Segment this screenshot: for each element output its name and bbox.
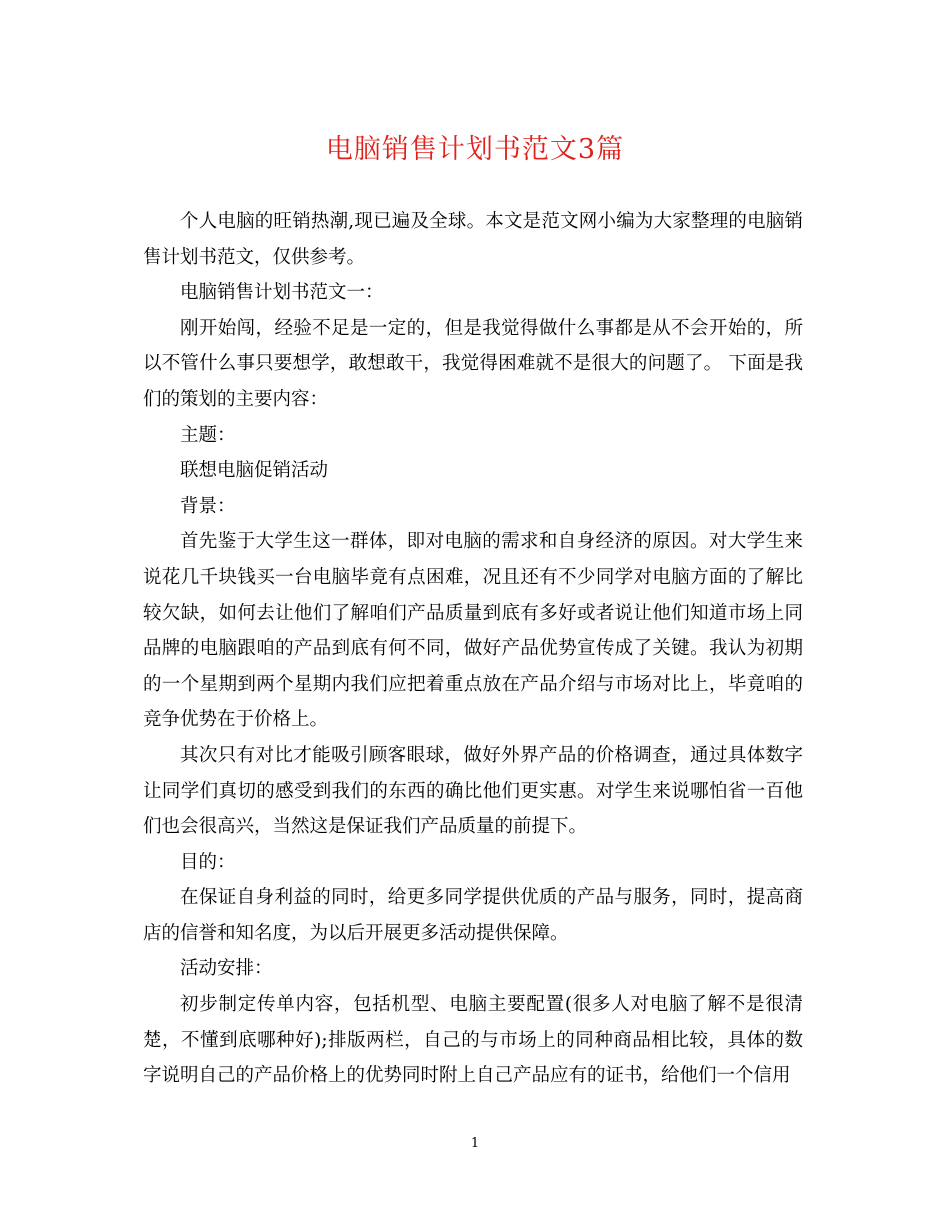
paragraph-background-second: 其次只有对比才能吸引顾客眼球，做好外界产品的价格调查，通过具体数字让同学们真切的感受到我们的东西的确比他们更实惠。对学生来说哪怕省一百他们也会很高兴，当然这是保证我们产品质量的前提下。 <box>143 744 803 838</box>
page-number: 1 <box>470 1136 480 1151</box>
paragraph-purpose-text: 在保证自身利益的同时，给更多同学提供优质的产品与服务，同时，提高商店的信誉和知名度，为以后开展更多活动提供保障。 <box>143 887 803 944</box>
paragraph-background-first: 首先鉴于大学生这一群体，即对电脑的需求和自身经济的原因。对大学生来说花几千块钱买一台电脑毕竟有点困难，况且还有不少同学对电脑方面的了解比较欠缺，如何去让他们了解咱们产品质量到底有多好或者说让他们知道市场上同品牌的电脑跟咱的产品到底有何不同，做好产品优势宣传成了关键。我认为初期的一个星期到两个星期内我们应把着重点放在产品介绍与市场对比上，毕竟咱的竞争优势在于价格上。 <box>143 531 803 731</box>
paragraph-section-one-heading: 电脑销售计划书范文一： <box>180 282 384 304</box>
paragraph-activity-text: 初步制定传单内容，包括机型、电脑主要配置(很多人对电脑了解不是很清楚，不懂到底哪种好);排版两栏，自己的与市场上的同种商品相比较，具体的数字说明自己的产品价格上的优势同时附上自己产品应有的证书，给他们一个信用 <box>143 994 803 1087</box>
paragraph-theme-value: 联想电脑促销活动 <box>180 460 329 482</box>
paragraph-purpose-label: 目的： <box>180 851 236 873</box>
paragraph-opening: 刚开始闯，经验不足是一定的，但是我觉得做什么事都是从不会开始的，所以不管什么事只要想学，敢想敢干，我觉得困难就不是很大的问题了。 下面是我们的策划的主要内容： <box>143 317 803 410</box>
paragraph-background-label: 背景： <box>180 495 236 517</box>
document-body <box>143 204 803 1094</box>
document-title: 电脑销售计划书范文3篇 <box>325 134 625 165</box>
paragraph-intro: 个人电脑的旺销热潮,现已遍及全球。本文是范文网小编为大家整理的电脑销售计划书范文，仅供参考。 <box>143 211 803 268</box>
paragraph-theme-label: 主题： <box>180 424 236 446</box>
paragraph-activity-label: 活动安排： <box>180 958 273 980</box>
